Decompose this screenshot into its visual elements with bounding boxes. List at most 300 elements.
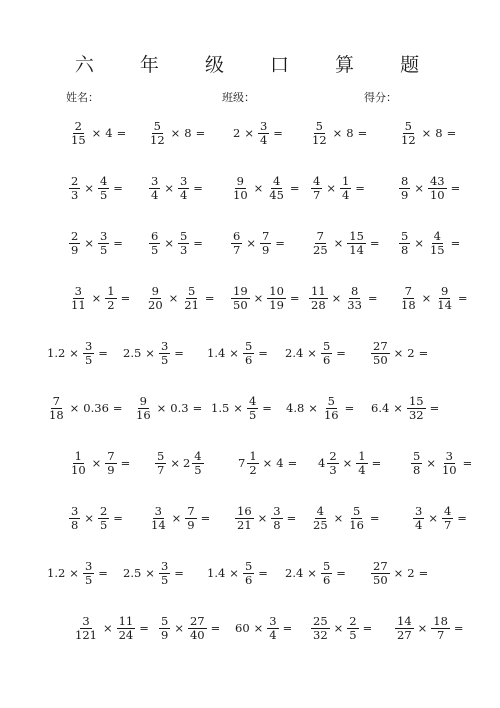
equals-sign: = [98, 566, 108, 580]
number: 1.4 [207, 346, 226, 360]
times-sign: × [307, 346, 317, 360]
equals-sign: = [258, 346, 268, 360]
numerator: 43 [429, 173, 445, 188]
times-sign: × [414, 236, 424, 250]
equals-sign: = [200, 511, 211, 525]
denominator: 5 [99, 187, 108, 202]
numerator: 2 [99, 503, 108, 518]
fraction [322, 395, 341, 421]
number: 6.4 [371, 401, 390, 415]
fraction [431, 615, 450, 641]
numerator: 25 [313, 613, 328, 628]
denominator: 25 [313, 517, 328, 532]
times-sign: × [145, 346, 155, 360]
times-sign: × [244, 126, 254, 140]
denominator: 4 [259, 132, 268, 147]
times-sign: × [246, 236, 256, 250]
problem [145, 278, 218, 318]
fraction [347, 230, 366, 256]
number: 8 [346, 126, 354, 140]
problem-row [0, 168, 500, 208]
fraction [149, 230, 160, 256]
fraction [159, 615, 170, 641]
numerator: 8 [350, 283, 359, 298]
equals-sign: = [112, 401, 123, 415]
numerator: 3 [82, 613, 90, 628]
problem-row [0, 113, 500, 153]
times-sign: × [168, 291, 179, 305]
fraction [260, 230, 271, 256]
equals-sign: = [116, 126, 127, 140]
times-sign: × [171, 511, 182, 525]
denominator: 28 [311, 297, 326, 312]
denominator: 7 [157, 462, 165, 477]
fraction [411, 450, 422, 476]
numerator: 4 [313, 173, 321, 188]
fraction [399, 230, 410, 256]
denominator: 15 [429, 242, 445, 257]
mixed-whole-part: 7 [238, 456, 246, 470]
times-sign: × [84, 511, 94, 525]
numerator: 1 [341, 173, 350, 188]
equals-sign: = [369, 511, 380, 525]
denominator: 10 [233, 187, 248, 202]
problem [284, 333, 349, 373]
problem [310, 223, 383, 263]
fraction [182, 285, 201, 311]
equals-sign: = [289, 291, 300, 305]
fraction [148, 120, 167, 146]
numerator: 2 [349, 613, 357, 628]
numerator: 8 [401, 173, 409, 188]
denominator: 12 [401, 132, 416, 147]
denominator: 6 [244, 572, 253, 587]
times-sign: × [308, 401, 318, 415]
problem [230, 168, 303, 208]
problem [68, 443, 133, 483]
equals-sign: = [336, 566, 346, 580]
fraction [192, 450, 203, 476]
fraction [267, 615, 278, 641]
problem-row [0, 553, 500, 593]
fraction [267, 285, 286, 311]
denominator: 25 [313, 242, 328, 257]
denominator: 5 [160, 572, 169, 587]
times-sign: × [332, 126, 343, 140]
denominator: 4 [415, 517, 423, 532]
denominator: 32 [408, 407, 424, 422]
number: 1.5 [211, 401, 230, 415]
problem [232, 113, 286, 153]
times-sign: × [156, 401, 167, 415]
fraction [347, 505, 366, 531]
fraction [149, 505, 168, 531]
denominator: 24 [118, 627, 134, 642]
equals-sign: = [204, 291, 215, 305]
numerator: 19 [233, 283, 248, 298]
problem [148, 498, 213, 538]
denominator: 7 [436, 627, 445, 642]
problem [412, 498, 470, 538]
numerator: 3 [273, 503, 281, 518]
fraction [146, 285, 165, 311]
times-sign: × [84, 181, 94, 195]
denominator: 16 [323, 407, 339, 422]
denominator: 8 [71, 517, 79, 532]
fraction [311, 230, 330, 256]
fraction [440, 450, 459, 476]
denominator: 32 [313, 627, 328, 642]
numerator: 3 [259, 118, 268, 133]
fraction [428, 175, 447, 201]
fraction [327, 450, 338, 476]
equals-sign: = [369, 236, 380, 250]
equals-sign: = [273, 126, 283, 140]
times-sign: × [102, 621, 113, 635]
equals-sign: = [362, 621, 373, 635]
numerator: 3 [74, 283, 82, 298]
problem [308, 278, 381, 318]
denominator: 5 [99, 242, 108, 257]
equals-sign: = [453, 621, 464, 635]
fraction [235, 505, 254, 531]
numerator: 3 [415, 503, 423, 518]
fraction [69, 450, 88, 476]
times-sign: × [69, 346, 79, 360]
fraction [395, 615, 414, 641]
number: 4 [276, 456, 284, 470]
fraction [310, 120, 329, 146]
fraction [340, 175, 351, 201]
times-sign: × [253, 291, 264, 305]
problem [206, 333, 271, 373]
denominator: 50 [373, 572, 388, 587]
denominator: 20 [148, 297, 163, 312]
fraction [83, 560, 94, 586]
fraction [311, 615, 330, 641]
numerator: 7 [261, 228, 270, 243]
denominator: 4 [179, 187, 188, 202]
numerator: 14 [397, 613, 412, 628]
equals-sign: = [113, 236, 123, 250]
fraction [356, 450, 367, 476]
problem [318, 443, 384, 483]
problem [154, 443, 205, 483]
equals-sign: = [113, 511, 123, 525]
fraction [188, 615, 207, 641]
equals-sign: = [429, 401, 440, 415]
denominator: 16 [349, 517, 364, 532]
equals-sign: = [286, 511, 297, 525]
denominator: 3 [71, 187, 79, 202]
problem [206, 553, 271, 593]
times-sign: × [307, 566, 317, 580]
times-sign: × [229, 346, 239, 360]
denominator: 6 [322, 572, 331, 587]
number: 4 [105, 126, 113, 140]
fraction [442, 505, 453, 531]
fraction [69, 175, 80, 201]
numerator: 4 [433, 228, 441, 243]
numerator: 18 [433, 613, 448, 628]
times-sign: × [253, 621, 264, 635]
fraction [117, 615, 136, 641]
fraction [69, 285, 88, 311]
fraction [247, 395, 258, 421]
numerator: 2 [71, 228, 79, 243]
times-sign: × [84, 236, 94, 250]
denominator: 10 [71, 462, 86, 477]
class-label: 班级： [222, 91, 255, 104]
numerator: 1 [74, 448, 82, 463]
times-sign: × [326, 181, 336, 195]
equals-sign: = [193, 181, 203, 195]
denominator: 40 [189, 627, 205, 642]
times-sign: × [91, 291, 102, 305]
denominator: 8 [413, 462, 421, 477]
times-sign: × [253, 181, 264, 195]
fraction [155, 450, 166, 476]
numerator: 3 [71, 503, 79, 518]
fraction [309, 285, 328, 311]
problem [398, 278, 471, 318]
problem [284, 553, 349, 593]
problem-row [0, 333, 500, 373]
denominator: 45 [269, 187, 284, 202]
fraction [267, 175, 286, 201]
fraction [185, 505, 196, 531]
fraction [321, 340, 332, 366]
fraction [258, 120, 269, 146]
fraction [47, 395, 66, 421]
fraction [69, 505, 80, 531]
problem [68, 168, 126, 208]
numerator: 1 [358, 448, 366, 463]
numerator: 5 [322, 558, 331, 573]
problem [230, 278, 303, 318]
numerator: 9 [139, 393, 147, 408]
fraction [178, 230, 189, 256]
fraction [178, 175, 189, 201]
equals-sign: = [258, 566, 268, 580]
problem [210, 388, 275, 428]
denominator: 5 [160, 352, 169, 367]
times-sign: × [145, 566, 155, 580]
problem [370, 388, 442, 428]
problem [158, 608, 223, 648]
denominator: 9 [107, 462, 115, 477]
times-sign: × [262, 456, 273, 470]
numerator: 5 [244, 558, 253, 573]
numerator: 3 [84, 558, 93, 573]
problem-row [0, 388, 500, 428]
equals-sign: = [120, 291, 131, 305]
number: 2.5 [123, 346, 142, 360]
numerator: 16 [237, 503, 252, 518]
equals-sign: = [462, 456, 473, 470]
problem [309, 113, 370, 153]
denominator: 9 [187, 517, 195, 532]
times-sign: × [233, 401, 243, 415]
denominator: 10 [429, 187, 445, 202]
problem [398, 223, 463, 263]
problem-row [0, 498, 500, 538]
denominator: 5 [151, 242, 159, 257]
numerator: 5 [352, 503, 361, 518]
denominator: 12 [312, 132, 327, 147]
numerator: 27 [189, 613, 205, 628]
denominator: 50 [233, 297, 248, 312]
numerator: 15 [349, 228, 364, 243]
equals-sign: = [355, 181, 365, 195]
problem [122, 333, 187, 373]
denominator: 6 [244, 352, 253, 367]
numerator: 11 [118, 613, 134, 628]
problem-row [0, 443, 500, 483]
times-sign: × [174, 621, 184, 635]
fraction [134, 395, 153, 421]
fraction [321, 560, 332, 586]
fraction [271, 505, 282, 531]
fraction [247, 450, 258, 476]
equals-sign: = [336, 346, 346, 360]
times-sign: × [426, 456, 436, 470]
denominator: 4 [269, 627, 277, 642]
numerator: 3 [160, 338, 169, 353]
denominator: 5 [99, 517, 108, 532]
denominator: 14 [437, 297, 452, 312]
equals-sign: = [275, 236, 285, 250]
numerator: 4 [443, 503, 452, 518]
fraction [345, 285, 364, 311]
problem [310, 608, 375, 648]
fraction [311, 175, 322, 201]
problem-row [0, 608, 500, 648]
equals-sign: = [457, 291, 468, 305]
denominator: 7 [313, 187, 321, 202]
problem [234, 608, 295, 648]
number: 0.36 [83, 401, 109, 415]
denominator: 14 [151, 517, 166, 532]
problem [234, 498, 299, 538]
times-sign: × [257, 511, 268, 525]
numerator: 10 [269, 283, 284, 298]
numerator: 5 [187, 283, 196, 298]
denominator: 12 [150, 132, 165, 147]
numerator: 5 [244, 338, 253, 353]
equals-sign: = [210, 621, 221, 635]
denominator: 5 [194, 462, 202, 477]
equals-sign: = [289, 181, 300, 195]
fraction [83, 340, 94, 366]
numerator: 1 [249, 448, 257, 463]
times-sign: × [331, 291, 342, 305]
equals-sign: = [282, 621, 293, 635]
problem [147, 113, 208, 153]
denominator: 9 [71, 242, 79, 257]
equals-sign: = [371, 456, 382, 470]
numerator: 11 [311, 283, 326, 298]
denominator: 9 [401, 187, 409, 202]
fraction [399, 175, 410, 201]
times-sign: × [164, 181, 174, 195]
numerator: 5 [327, 393, 335, 408]
number: 0.3 [170, 401, 189, 415]
number: 2 [233, 126, 241, 140]
equals-sign: = [457, 511, 467, 525]
name-label: 姓名： [66, 91, 99, 104]
denominator: 4 [358, 462, 366, 477]
denominator: 7 [233, 242, 241, 257]
times-sign: × [229, 566, 239, 580]
times-sign: × [91, 126, 102, 140]
numerator: 3 [99, 228, 108, 243]
problem [72, 608, 152, 648]
fraction [149, 175, 160, 201]
number: 4.8 [286, 401, 305, 415]
denominator: 8 [401, 242, 409, 257]
numerator: 3 [154, 503, 162, 518]
denominator: 2 [107, 297, 115, 312]
fraction [231, 175, 250, 201]
numerator: 9 [440, 283, 449, 298]
mixed-whole-part: 2 [182, 456, 191, 470]
times-sign: × [170, 456, 180, 470]
numerator: 6 [151, 228, 159, 243]
fraction [231, 230, 242, 256]
problem [398, 168, 463, 208]
denominator: 6 [322, 352, 331, 367]
numerator: 5 [179, 228, 188, 243]
worksheet-title: 六 年 级 口 算 题 [74, 54, 440, 76]
problem [46, 388, 126, 428]
equals-sign: = [446, 126, 457, 140]
number: 2 [407, 346, 415, 360]
denominator: 5 [349, 627, 357, 642]
numerator: 5 [404, 118, 412, 133]
numerator: 4 [194, 448, 202, 463]
fraction [435, 285, 454, 311]
numerator: 2 [71, 173, 79, 188]
denominator: 50 [373, 352, 388, 367]
numerator: 7 [404, 283, 412, 298]
equals-sign: = [450, 181, 461, 195]
score-label: 得分： [364, 91, 397, 104]
equals-sign: = [192, 401, 203, 415]
equals-sign: = [262, 401, 272, 415]
equals-sign: = [450, 236, 461, 250]
equals-sign: = [174, 566, 184, 580]
equals-sign: = [357, 126, 368, 140]
fraction [105, 285, 116, 311]
denominator: 15 [71, 132, 86, 147]
fraction [98, 175, 109, 201]
problem [394, 608, 467, 648]
times-sign: × [333, 236, 344, 250]
problem-row [0, 278, 500, 318]
problem [310, 168, 368, 208]
numerator: 6 [233, 228, 241, 243]
equals-sign: = [193, 236, 203, 250]
number: 2.4 [285, 346, 304, 360]
fraction [428, 230, 447, 256]
equals-sign: = [120, 456, 131, 470]
numerator: 2 [74, 118, 82, 133]
number: 8 [184, 126, 192, 140]
numerator: 4 [316, 503, 324, 518]
denominator: 121 [75, 627, 97, 642]
times-sign: × [333, 621, 344, 635]
